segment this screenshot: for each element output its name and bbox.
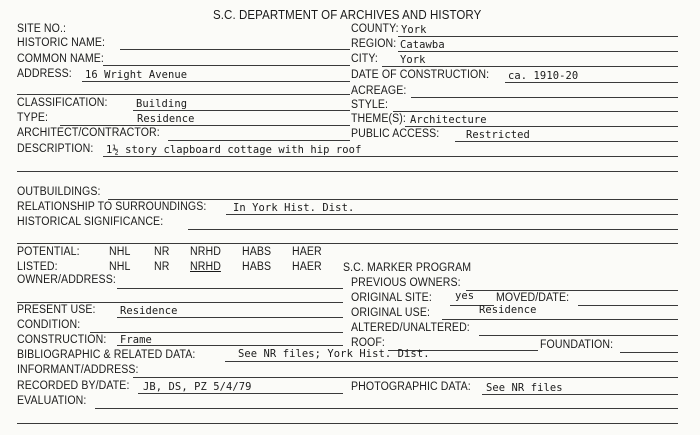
recorded-line (138, 393, 343, 394)
county-line (398, 36, 678, 37)
themes-label: THEME(S): (351, 113, 406, 125)
region-line (398, 51, 678, 52)
classification-label: CLASSIFICATION: (17, 97, 108, 109)
city-value: York (400, 53, 426, 66)
outbuildings-line (108, 199, 678, 200)
bibliographic-label: BIBLIOGRAPHIC & RELATED DATA: (17, 349, 196, 361)
owner-label: OWNER/ADDRESS: (17, 274, 116, 286)
date-of-construction-value: ca. 1910-20 (508, 69, 579, 82)
bibliographic-value: See NR files; York Hist. Dist. (238, 347, 430, 360)
common-name-line (103, 65, 350, 66)
listed-habs: HABS (242, 261, 272, 273)
owner-line-2 (17, 302, 343, 303)
address-line (82, 81, 350, 82)
city-label: CITY: (351, 53, 378, 65)
foundation-line (620, 352, 678, 353)
listed-label: LISTED: (17, 261, 58, 273)
recorded-label: RECORDED BY/DATE: (17, 380, 130, 392)
original-site-value: yes (455, 289, 475, 302)
present-use-label: PRESENT USE: (17, 304, 96, 316)
description-line-2 (17, 171, 678, 172)
listed-nhl: NHL (109, 261, 131, 273)
original-use-line (442, 319, 678, 320)
address-label: ADDRESS: (17, 68, 72, 80)
date-of-construction-label: DATE OF CONSTRUCTION: (351, 69, 490, 81)
construction-label: CONSTRUCTION: (17, 334, 107, 346)
themes-value: Architecture (410, 113, 487, 126)
potential-nr: NR (154, 246, 170, 258)
form-title: S.C. DEPARTMENT OF ARCHIVES AND HISTORY (213, 8, 482, 22)
listed-nr: NR (154, 261, 170, 273)
potential-habs: HABS (242, 246, 272, 258)
previous-owners-line (466, 290, 678, 291)
moved-date-label: MOVED/DATE: (496, 292, 570, 304)
previous-owners-label: PREVIOUS OWNERS: (351, 277, 461, 289)
listed-haer: HAER (292, 261, 322, 273)
original-site-label: ORIGINAL SITE: (351, 292, 432, 304)
historic-name-line (120, 49, 350, 50)
significance-label: HISTORICAL SIGNIFICANCE: (17, 216, 164, 228)
type-label: TYPE: (17, 112, 49, 124)
public-access-line (455, 141, 678, 142)
evaluation-line-2 (17, 423, 678, 424)
architect-label: ARCHITECT/CONTRACTOR: (17, 127, 160, 139)
potential-haer: HAER (292, 246, 322, 258)
construction-line (117, 345, 343, 346)
relationship-value: In York Hist. Dist. (233, 201, 355, 214)
present-use-value: Residence (120, 304, 178, 317)
informant-label: INFORMANT/ADDRESS: (17, 364, 139, 376)
recorded-value: JB, DS, PZ 5/4/79 (143, 380, 252, 393)
type-value: Residence (137, 112, 195, 125)
historic-name-label: HISTORIC NAME: (17, 37, 106, 49)
themes-line (405, 126, 678, 127)
region-value: Catawba (400, 38, 445, 51)
altered-label: ALTERED/UNALTERED: (351, 322, 470, 334)
style-label: STYLE: (351, 99, 389, 111)
altered-line (479, 335, 678, 336)
moved-date-line (578, 305, 678, 306)
acreage-label: ACREAGE: (351, 85, 407, 97)
original-use-value: Residence (479, 303, 537, 316)
public-access-label: PUBLIC ACCESS: (351, 128, 440, 140)
present-use-line (117, 317, 343, 318)
county-label: COUNTY: (351, 23, 399, 35)
owner-line (117, 288, 343, 289)
evaluation-label: EVALUATION: (17, 395, 87, 407)
acreage-line (411, 97, 678, 98)
type-line (60, 125, 350, 126)
bibliographic-line (225, 361, 678, 362)
common-name-label: COMMON NAME: (17, 53, 104, 65)
potential-nhl: NHL (109, 246, 131, 258)
potential-nrhd: NRHD (190, 246, 221, 258)
foundation-label: FOUNDATION: (540, 339, 614, 351)
classification-value: Building (136, 97, 188, 110)
photographic-line (482, 394, 678, 395)
description-line (103, 156, 678, 157)
evaluation-line (95, 408, 678, 409)
address-value: 16 Wright Avenue (85, 68, 188, 81)
informant-line (133, 377, 678, 378)
relationship-label: RELATIONSHIP TO SURROUNDINGS: (17, 201, 207, 213)
relationship-line (226, 214, 678, 215)
roof-label: ROOF: (351, 337, 385, 349)
site-no-label: SITE NO.: (17, 23, 67, 35)
marker-program-label: S.C. MARKER PROGRAM (343, 262, 472, 274)
condition-label: CONDITION: (17, 319, 81, 331)
city-line (382, 66, 678, 67)
original-use-label: ORIGINAL USE: (351, 307, 431, 319)
photographic-label: PHOTOGRAPHIC DATA: (351, 381, 471, 393)
date-of-construction-line (505, 82, 678, 83)
outbuildings-label: OUTBUILDINGS: (17, 186, 101, 198)
public-access-value: Restricted (466, 128, 530, 141)
address-line-2 (17, 94, 350, 95)
region-label: REGION: (351, 38, 397, 50)
county-value: York (401, 23, 427, 36)
architect-line (168, 140, 350, 141)
style-line (393, 111, 678, 112)
photographic-value: See NR files (486, 381, 563, 394)
significance-line-2 (17, 243, 678, 244)
classification-line (133, 110, 350, 111)
description-value: 1½ story clapboard cottage with hip roof (106, 143, 362, 156)
significance-line (188, 229, 678, 230)
description-label: DESCRIPTION: (17, 143, 94, 155)
listed-nrhd-selected: NRHD (190, 261, 221, 273)
potential-label: POTENTIAL: (17, 246, 80, 258)
construction-value: Frame (120, 333, 152, 346)
